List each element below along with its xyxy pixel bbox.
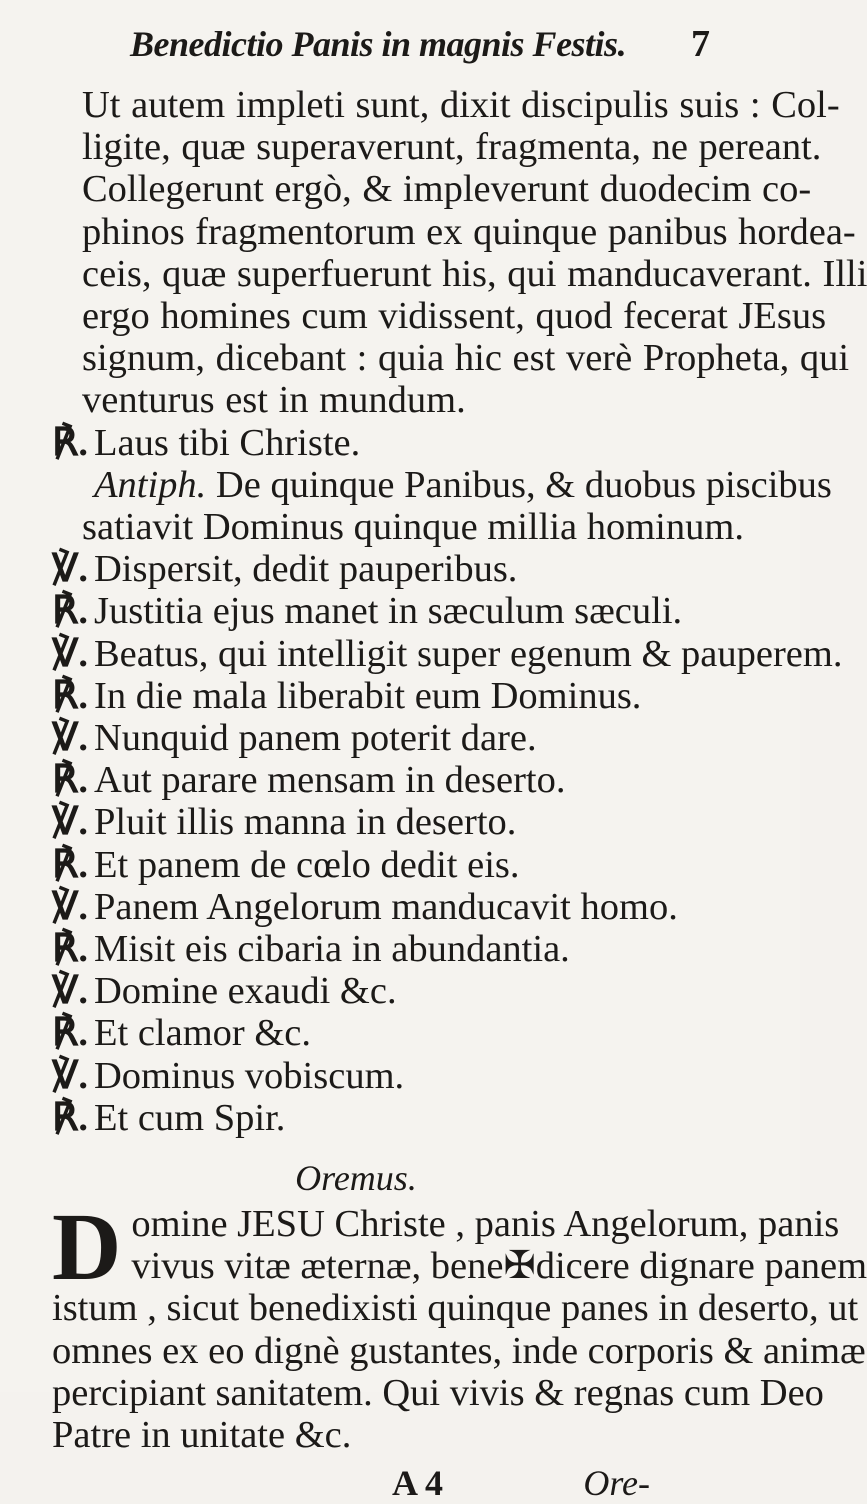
versicle-text: Nunquid panem poterit dare.	[94, 717, 537, 760]
versicle-line	[52, 1012, 740, 1054]
versicle-line	[52, 675, 740, 717]
catchword: Ore-	[583, 1463, 650, 1504]
paragraph-line: venturus est in mundum.	[82, 379, 466, 422]
paragraph-line: phinos fragmentorum ex quinque panibus hordea-	[82, 210, 856, 253]
paragraph-line: ergo homines cum vidissent, quod fecerat JEsus	[82, 295, 827, 338]
prayer-line: percipiant sanitatem. Qui vivis & regnas cum Deo	[52, 1371, 824, 1414]
versicle-line	[52, 1097, 740, 1139]
versicle-list	[52, 548, 843, 1139]
versicle-marker: ℟.	[52, 928, 88, 971]
versicle-line	[52, 886, 740, 928]
running-header	[52, 22, 740, 84]
versicle-text: Pluit illis manna in deserto.	[94, 801, 517, 844]
antiphon	[52, 463, 832, 549]
versicle-text: Aut parare mensam in deserto.	[94, 759, 566, 802]
prayer-line: omnes ex eo dignè gustantes, inde corporis & animæ	[52, 1329, 866, 1372]
closing-prayer	[52, 1193, 867, 1457]
versicle-marker: ℣.	[52, 632, 88, 675]
versicle-marker: ℟.	[52, 674, 88, 717]
versicle-line	[52, 590, 740, 632]
versicle-marker: ℣.	[52, 548, 88, 591]
versicle-marker: ℟.	[52, 590, 88, 633]
oremus-heading: Oremus.	[295, 1158, 417, 1199]
versicle-line	[52, 844, 740, 886]
versicle-text: Panem Angelorum manducavit homo.	[94, 885, 678, 928]
versicle-marker: ℟.	[52, 1096, 88, 1139]
versicle-line	[52, 632, 843, 675]
paragraph-line: Ut autem impleti sunt, dixit discipulis suis : Col-	[82, 84, 840, 126]
versicle-marker: ℟.	[52, 843, 88, 886]
drop-cap: D	[52, 1193, 122, 1301]
versicle-line	[52, 801, 740, 843]
versicle-text: In die mala liberabit eum Dominus.	[94, 674, 642, 717]
antiphon-text: De quinque Panibus, & duobus piscibus	[215, 463, 832, 506]
versicle-text: Beatus, qui intelligit super egenum & pauperem.	[94, 632, 843, 675]
versicle-marker: ℣.	[52, 801, 88, 844]
versicle-line	[52, 1055, 740, 1097]
versicle-line	[52, 928, 740, 970]
antiphon-line	[52, 463, 832, 506]
prayer-line: Patre in unitate &c.	[52, 1414, 352, 1457]
prayer-line: vivus vitæ æternæ, bene✠dicere dignare panem	[131, 1245, 867, 1288]
signature-mark: A 4	[392, 1463, 444, 1504]
antiphon-label: Antiph.	[94, 463, 207, 506]
page-number: 7	[691, 23, 710, 65]
response-marker: ℟.	[52, 421, 88, 464]
response-line	[52, 422, 740, 464]
prayer-line: istum , sicut benedixisti quinque panes in deserto, ut	[52, 1287, 859, 1330]
versicle-line	[52, 548, 740, 590]
versicle-marker: ℣.	[52, 970, 88, 1013]
versicle-text: Et cum Spir.	[94, 1096, 286, 1139]
paragraph-line: signum, dicebant : quia hic est verè Propheta, qui	[82, 337, 850, 380]
versicle-marker: ℟.	[52, 1012, 88, 1055]
versicle-text: Dispersit, dedit pauperibus.	[94, 548, 518, 591]
page-footer	[52, 1462, 740, 1504]
versicle-line	[52, 759, 740, 801]
paragraph-line: ligite, quæ superaverunt, fragmenta, ne pereant.	[82, 126, 822, 169]
versicle-text: Et clamor &c.	[94, 1012, 312, 1055]
versicle-text: Misit eis cibaria in abundantia.	[94, 928, 570, 971]
header-title: Benedictio Panis in magnis Festis.	[130, 24, 627, 64]
versicle-marker: ℣.	[52, 1054, 88, 1097]
versicle-marker: ℣.	[52, 717, 88, 760]
versicle-text: Et panem de cœlo dedit eis.	[94, 843, 520, 886]
versicle-line	[52, 717, 740, 759]
versicle-marker: ℣.	[52, 885, 88, 928]
paragraph-line: ceis, quæ superfuerunt his, qui manducaverant. Illi	[82, 252, 867, 295]
versicle-text: Dominus vobiscum.	[94, 1054, 405, 1097]
prayer-line: omine JESU Christe , panis Angelorum, panis	[131, 1203, 840, 1246]
response-text: Laus tibi Christe.	[94, 421, 361, 464]
gospel-paragraph	[52, 84, 867, 422]
versicle-line	[52, 970, 740, 1012]
paragraph-line: Collegerunt ergò, & impleverunt duodecim co-	[82, 168, 812, 211]
versicle-text: Domine exaudi &c.	[94, 970, 397, 1013]
versicle-marker: ℟.	[52, 759, 88, 802]
versicle-text: Justitia ejus manet in sæculum sæculi.	[94, 590, 683, 633]
antiphon-line: satiavit Dominus quinque millia hominum.	[82, 506, 744, 549]
